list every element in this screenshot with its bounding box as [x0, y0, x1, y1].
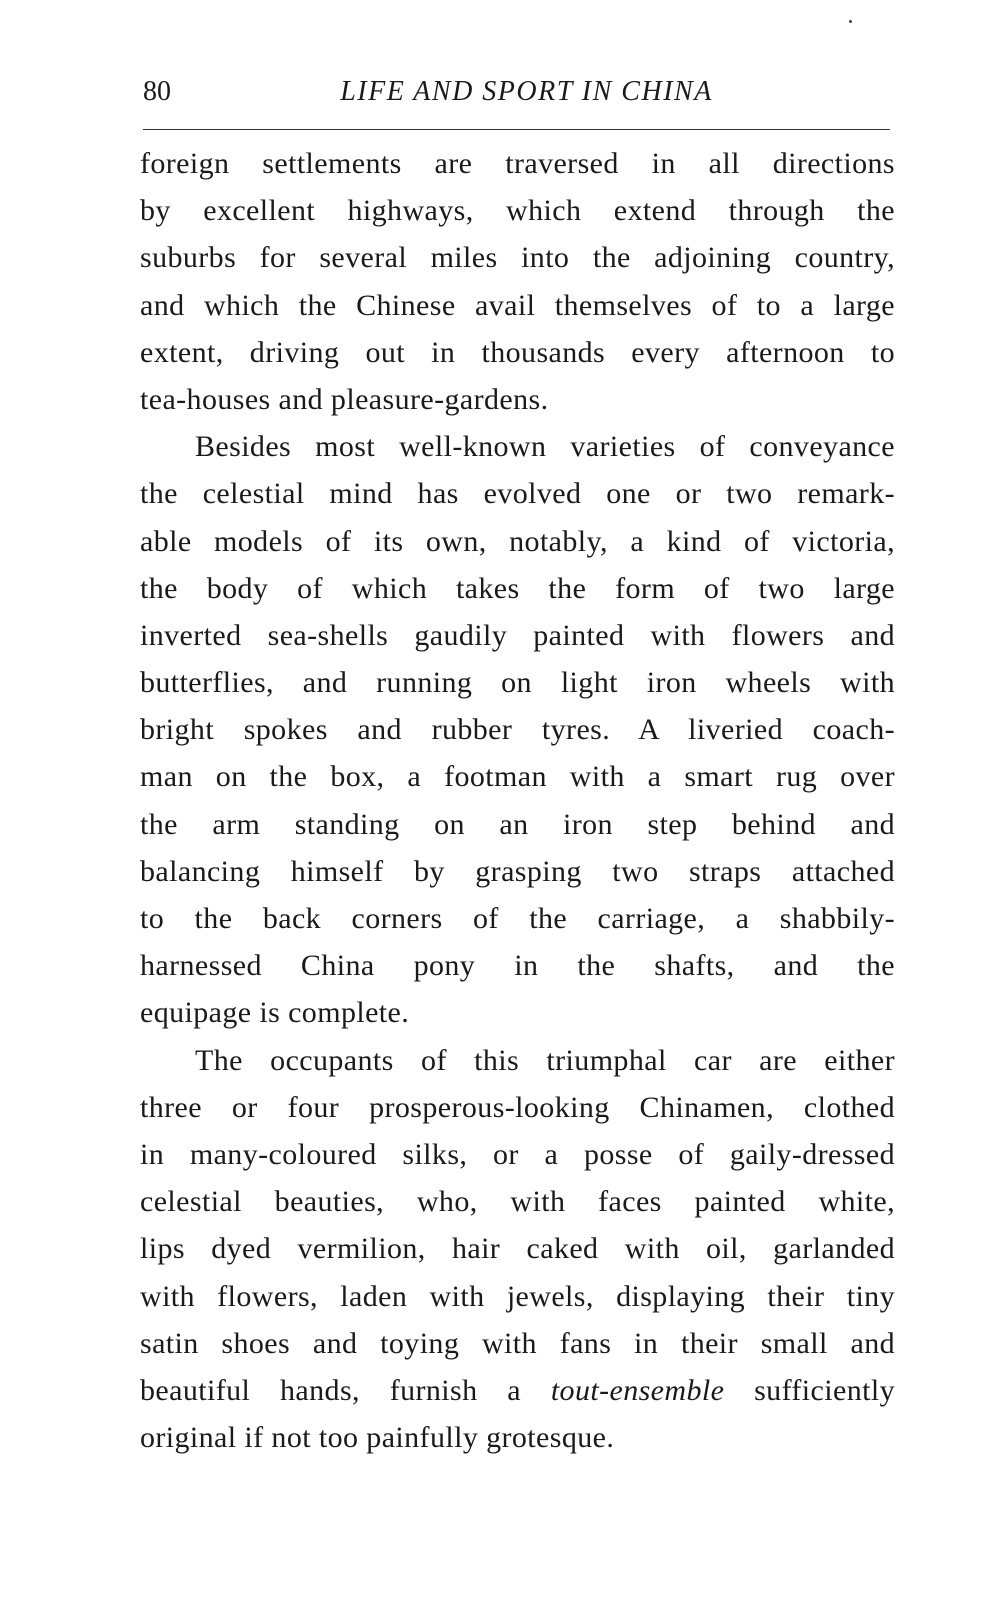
text-line [140, 942, 895, 989]
text-line [140, 612, 895, 659]
line-text: balancing himself by grasping two straps attached [140, 854, 895, 888]
line-text: able models of its own, notably, a kind of victoria, [140, 524, 895, 558]
text-line [140, 1178, 895, 1225]
text-line [140, 565, 895, 612]
line-text: inverted sea-shells gaudily painted with flowers and [140, 618, 895, 652]
text-line [140, 706, 895, 753]
text-line [140, 470, 895, 517]
text-line [140, 187, 895, 234]
line-text: bright spokes and rubber tyres. A liveried coach- [140, 713, 895, 747]
line-text: The occupants of this triumphal car are either [195, 1043, 895, 1077]
text-line [140, 376, 895, 423]
text-line [140, 140, 895, 187]
text-line [140, 848, 895, 895]
line-text: extent, driving out in thousands every afternoon to [140, 335, 895, 369]
line-text: foreign settlements are traversed in all directions [140, 147, 895, 180]
text-line [140, 1273, 895, 1320]
text-line [140, 895, 895, 942]
text-line [140, 753, 895, 800]
text-line [140, 659, 895, 706]
text-line [140, 1320, 895, 1367]
line-text: beautiful hands, furnish a [140, 1373, 551, 1407]
text-line [140, 234, 895, 281]
text-line [140, 1037, 895, 1084]
text-line [140, 329, 895, 376]
line-text: satin shoes and toying with fans in their small and [140, 1326, 895, 1360]
text-line [140, 1225, 895, 1272]
header-rule [143, 129, 890, 130]
line-text: and which the Chinese avail themselves of to a large [140, 288, 895, 322]
line-text: by excellent highways, which extend through the [140, 194, 895, 228]
text-line [140, 1084, 895, 1131]
line-text: the celestial mind has evolved one or two remark- [140, 477, 895, 511]
line-text: celestial beauties, who, with faces painted white, [140, 1185, 895, 1219]
text-line [140, 1367, 895, 1414]
line-text: equipage is complete. [140, 996, 410, 1030]
paragraph [140, 140, 895, 423]
text-line [140, 518, 895, 565]
line-text: to the back corners of the carriage, a shabbily- [140, 902, 895, 935]
line-text: with flowers, laden with jewels, displaying their tiny [140, 1279, 895, 1313]
line-text: sufficiently [724, 1373, 895, 1407]
line-text: man on the box, a footman with a smart rug over [140, 760, 895, 794]
text-line [140, 1414, 895, 1461]
line-text: in many-coloured silks, or a posse of gaily-dressed [140, 1137, 895, 1171]
paragraph [140, 1037, 895, 1462]
text-line [140, 282, 895, 329]
paragraph [140, 423, 895, 1036]
scan-speck [849, 20, 852, 23]
italic-phrase: tout-ensemble [550, 1373, 725, 1407]
page-body [140, 140, 895, 1461]
line-text: original if not too painfully grotesque. [140, 1421, 615, 1455]
line-text: Besides most well-known varieties of conveyance [195, 430, 895, 464]
text-line [140, 989, 895, 1036]
line-text: tea-houses and pleasure-gardens. [140, 382, 549, 416]
text-line [140, 423, 895, 470]
running-title: LIFE AND SPORT IN CHINA [340, 76, 713, 107]
line-text: suburbs for several miles into the adjoining country, [140, 241, 895, 275]
page-number: 80 [143, 76, 171, 107]
line-text: the body of which takes the form of two large [140, 571, 895, 605]
text-line [140, 1131, 895, 1178]
line-text: harnessed China pony in the shafts, and the [140, 949, 895, 983]
line-text: butterflies, and running on light iron wheels with [140, 666, 895, 700]
page-header [143, 76, 890, 116]
line-text: lips dyed vermilion, hair caked with oil, garlanded [140, 1232, 895, 1266]
line-text: the arm standing on an iron step behind and [140, 807, 895, 841]
line-text: three or four prosperous-looking Chinamen, clothed [140, 1090, 895, 1124]
text-line [140, 801, 895, 848]
